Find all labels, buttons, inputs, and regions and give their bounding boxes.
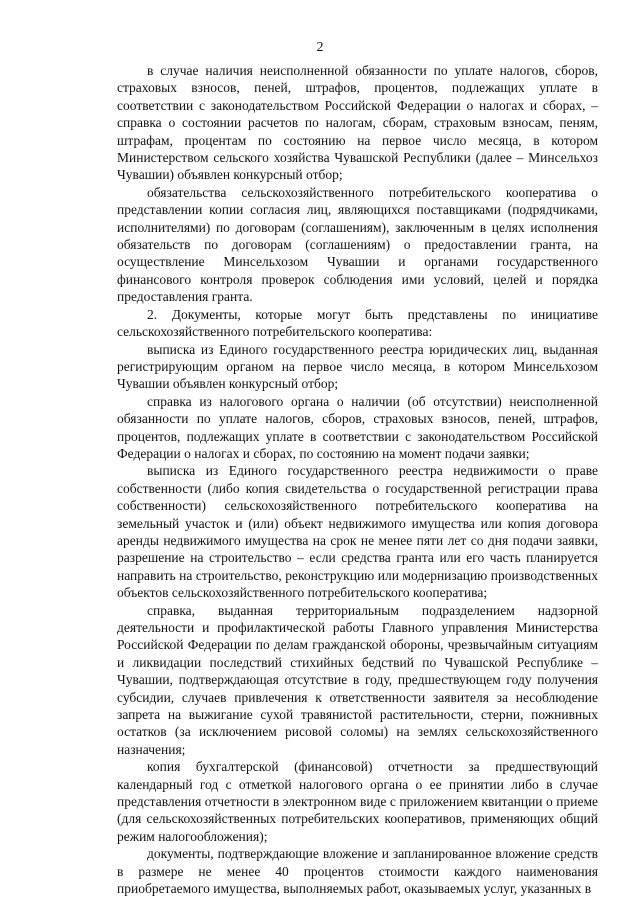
paragraph-investment-documents: документы, подтверждающие вложение и запланированное вложение средств в размере не менее 40 процентов стоимости каждого наименования приобретаемого имущества, выполняемых работ, оказываемых услуг, указанных в — [117, 846, 598, 897]
paragraph-tax-authority-certificate: справка из налогового органа о наличии (об отсутствии) неисполненной обязанности по уплате налогов, сборов, страховых взносов, пеней, штрафов, процентов, подлежащих уплате в соответствии с законодательством Российской Федерации о налогах и сборах, по состоянию на момент подачи заявки; — [117, 393, 598, 461]
paragraph-tax-obligation-certificate: в случае наличия неисполненной обязанности по уплате налогов, сборов, страховых взносов, пеней, штрафов, процентов, подлежащих уплате в соответствии с законодательством Российской Федерации о налогах и сборах, – справка о состоянии расчетов по налогам, сборам, страховым взносам, пеням, штрафам, процентам по состоянию на первое число месяца, в котором Министерством сельского хозяйства Чувашской Республики (далее – Минсельхоз Чувашии) объявлен конкурсный отбор; — [117, 63, 598, 183]
paragraph-legal-entities-register-extract: выписка из Единого государственного реестра юридических лиц, выданная регистрирующим органом на первое число месяца, в котором Минсельхозом Чувашии объявлен конкурсный отбор; — [117, 341, 598, 392]
paragraph-section-2-heading: 2. Документы, которые могут быть представлены по инициативе сельскохозяйственного потребительского кооператива: — [117, 306, 598, 340]
paragraph-emergency-ministry-certificate: справка, выданная территориальным подразделением надзорной деятельности и профилактической работы Главного управления Министерства Российской Федерации по делам гражданской обороны, чрезвычайным ситуациям и ликвидации последствий стихийных бедствий по Чувашской Республике – Чувашии, подтверждающая отсутствие в году, предшествующем году получения субсидии, случаев привлечения к ответственности заявителя за несоблюдение запрета на выжигание сухой травянистой растительности, стерни, пожнивных остатков (за исключением рисовой соломы) на землях сельскохозяйственного назначения; — [117, 602, 598, 757]
document-body — [117, 62, 598, 898]
page-number: 2 — [316, 40, 324, 55]
paragraph-accounting-statements-copy: копия бухгалтерской (финансовой) отчетности за предшествующий календарный год с отметкой налогового органа о ее принятии либо в случае представления отчетности в электронном виде с приложением квитанции о приеме (для сельскохозяйственных потребительских кооперативов, применяющих общий режим налогообложения); — [117, 759, 598, 844]
paragraph-cooperative-obligations: обязательства сельскохозяйственного потребительского кооператива о представлении копии согласия лиц, являющихся поставщиками (подрядчиками, исполнителями) по договорам (соглашениям), заключенным в целях исполнения обязательств по договорам (соглашениям) о предоставлении гранта, на осуществление Минсельхозом Чувашии и органами государственного финансового контроля проверок соблюдения ими условий, целей и порядка предоставления гранта. — [117, 184, 598, 305]
paragraph-real-estate-register-extract: выписка из Единого государственного реестра недвижимости о праве собственности (либо копия свидетельства о государственной регистрации права собственности) сельскохозяйственного потребительского кооператива на земельный участок и (или) объект недвижимого имущества или копия договора аренды недвижимого имущества на срок не менее пяти лет со дня подачи заявки, разрешение на строительство – если средства гранта или его часть планируется направить на строительство, реконструкцию или модернизацию производственных объектов сельскохозяйственного потребительского кооператива; — [117, 463, 598, 601]
